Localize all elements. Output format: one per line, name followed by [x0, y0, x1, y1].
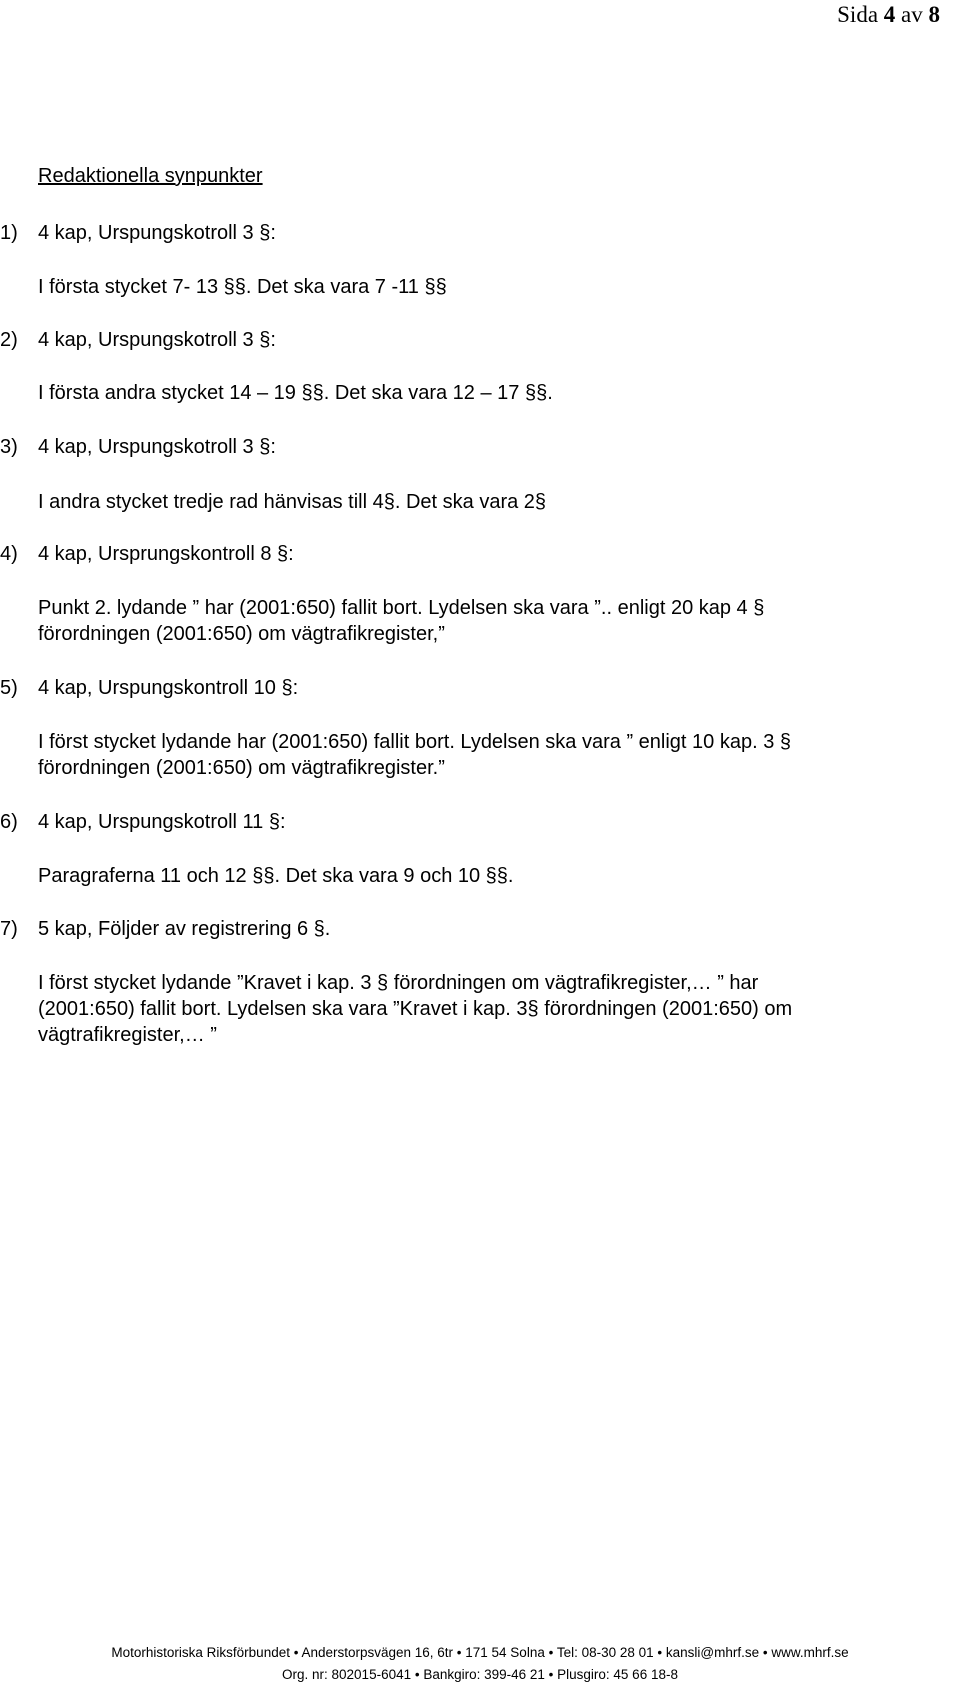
item-5-line-1: I först stycket lydande har (2001:650) fallit bort. Lydelsen ska vara ” enligt 10 kap. 3 §	[38, 731, 791, 753]
item-3-title: 4 kap, Urspungskotroll 3 §:	[38, 436, 276, 458]
item-6-line-1: Paragraferna 11 och 12 §§. Det ska vara 9 och 10 §§.	[38, 865, 514, 887]
item-4-line-2: förordningen (2001:650) om vägtrafikregister,”	[38, 623, 445, 645]
item-7-line-3: vägtrafikregister,… ”	[38, 1024, 217, 1046]
item-2-line-1: I första andra stycket 14 – 19 §§. Det ska vara 12 – 17 §§.	[38, 382, 553, 404]
item-2-title: 4 kap, Urspungskotroll 3 §:	[38, 329, 276, 351]
item-6-label: 6)	[0, 811, 18, 833]
item-7-line-1: I först stycket lydande ”Kravet i kap. 3 § förordningen om vägtrafikregister,… ” har	[38, 972, 759, 994]
section-heading: Redaktionella synpunkter	[38, 165, 263, 187]
item-3-line-1: I andra stycket tredje rad hänvisas till 4§. Det ska vara 2§	[38, 491, 547, 513]
item-4-line-1: Punkt 2. lydande ” har (2001:650) fallit bort. Lydelsen ska vara ”.. enligt 20 kap 4 §	[38, 597, 765, 619]
item-4-label: 4)	[0, 543, 18, 565]
item-5-label: 5)	[0, 677, 18, 699]
item-6-title: 4 kap, Urspungskotroll 11 §:	[38, 811, 286, 833]
item-2-label: 2)	[0, 329, 18, 351]
page-number-separator: av	[901, 2, 923, 27]
item-1-label: 1)	[0, 222, 18, 244]
page-number-total: 8	[928, 2, 940, 27]
item-5-title: 4 kap, Urspungskontroll 10 §:	[38, 677, 299, 699]
item-3-label: 3)	[0, 436, 18, 458]
page-number-current: 4	[883, 2, 896, 27]
page-number-prefix: Sida	[837, 2, 879, 27]
item-7-line-2: (2001:650) fallit bort. Lydelsen ska vara ”Kravet i kap. 3§ förordningen (2001:650) om	[38, 998, 793, 1020]
item-5-line-2: förordningen (2001:650) om vägtrafikregister.”	[38, 757, 445, 779]
footer-org-line: Org. nr: 802015-6041 • Bankgiro: 399-46 21 • Plusgiro: 45 66 18-8	[282, 1667, 678, 1682]
item-7-label: 7)	[0, 918, 18, 940]
item-4-title: 4 kap, Ursprungskontroll 8 §:	[38, 543, 294, 565]
item-1-title: 4 kap, Urspungskotroll 3 §:	[38, 222, 276, 244]
footer-contact-line: Motorhistoriska Riksförbundet • Anderstorpsvägen 16, 6tr • 171 54 Solna • Tel: 08-30 28 01 • kansli@mhrf.se • www.mhrf.se	[111, 1645, 849, 1660]
item-7-title: 5 kap, Följder av registrering 6 §.	[38, 918, 331, 940]
page-number	[837, 2, 940, 28]
item-1-line-1: I första stycket 7- 13 §§. Det ska vara 7 -11 §§	[38, 276, 447, 298]
